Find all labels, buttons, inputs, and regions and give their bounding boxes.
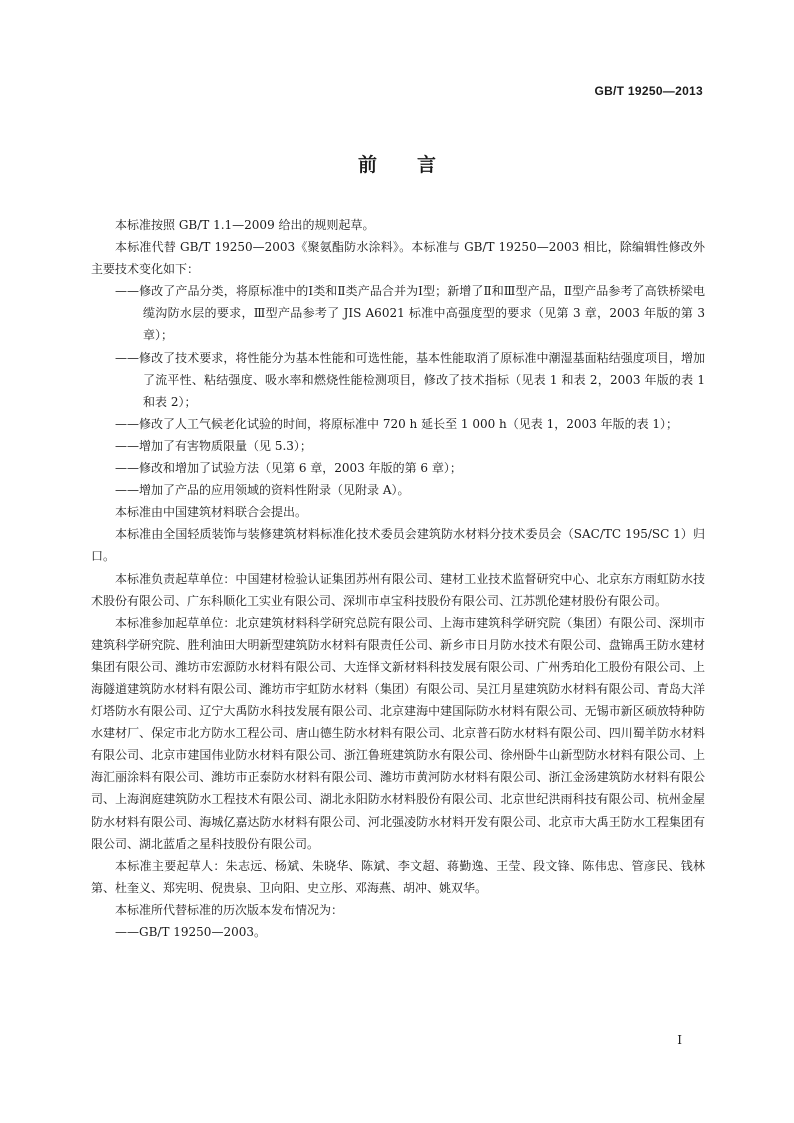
paragraph-proposer: 本标准由中国建筑材料联合会提出。 bbox=[115, 505, 308, 520]
page-title: 前言 bbox=[357, 154, 476, 176]
paragraph-main-authors: 本标准主要起草人：朱志远、杨斌、朱晓华、陈斌、李文超、蒋勤逸、王莹、段文锋、陈伟忠、管彦民、钱林第、杜奎义、郑宪明、倪贵泉、卫向阳、史立彤、邓海燕、胡冲、姚双华。 bbox=[91, 858, 705, 895]
paragraph-participating-drafters: 本标准参加起草单位：北京建筑材料科学研究总院有限公司、上海市建筑科学研究院（集团）有限公司、深圳市建筑科学研究院、胜利油田大明新型建筑防水材料有限责任公司、新乡市日月防水技术有限公司、盘锦禹王防水建材集团有限公司、潍坊市宏源防水材料有限公司、大连怿文新材料科技发展有限公司、广州秀珀化工股份有限公司、上海隧道建筑防水材料有限公司、潍坊市宇虹防水材料（集团）有限公司、吴江月星建筑防水材料有限公司、青岛大洋灯塔防水有限公司、辽宁大禹防水科技发展有限公司、北京建海中建国际防水材料有限公司、无锡市新区硕放特种防水建材厂、保定市北方防水工程公司、唐山德生防水材料有限公司、北京普石防水材料有限公司、四川蜀羊防水材料有限公司、北京市建国伟业防水材料有限公司、浙江鲁班建筑防水有限公司、徐州卧牛山新型防水材料有限公司、上海汇丽涂料有限公司、潍坊市正泰防水材料有限公司、潍坊市黄河防水材料有限公司、浙江金汤建筑防水材料有限公司、上海润庭建筑防水工程技术有限公司、湖北永阳防水材料股份有限公司、北京世纪洪雨科技有限公司、杭州金屋防水材料有限公司、海城亿嘉达防水材料有限公司、河北强凌防水材料开发有限公司、北京市大禹王防水工程集团有限公司、湖北蓝盾之星科技股份有限公司。 bbox=[91, 615, 705, 851]
paragraph-lead-drafters: 本标准负责起草单位：中国建材检验认证集团苏州有限公司、建材工业技术监督研究中心、北京东方雨虹防水技术股份有限公司、广东科顺化工实业有限公司、深圳市卓宝科技股份有限公司、江苏凯伦建材股份有限公司。 bbox=[91, 571, 705, 608]
document-body bbox=[91, 214, 705, 943]
change-item: ——修改和增加了试验方法（见第 6 章，2003 年版的第 6 章）； bbox=[115, 461, 462, 476]
paragraph-replacement: 本标准代替 GB/T 19250—2003《聚氨酯防水涂料》。本标准与 GB/T 19250—2003 相比，除编辑性修改外主要技术变化如下： bbox=[91, 240, 705, 277]
change-item: ——增加了有害物质限量（见 5.3）； bbox=[115, 438, 312, 453]
change-item: ——修改了技术要求，将性能分为基本性能和可选性能，基本性能取消了原标准中潮湿基面粘结强度项目，增加了流平性、粘结强度、吸水率和燃烧性能检测项目，修改了技术指标（见表 1 和表 2，2003 年版的表 1 和表 2）； bbox=[115, 350, 705, 409]
history-item: ——GB/T 19250—2003。 bbox=[115, 925, 266, 939]
paragraph-drafting-rules: 本标准按照 GB/T 1.1—2009 给出的规则起草。 bbox=[115, 218, 375, 232]
change-item: ——增加了产品的应用领域的资料性附录（见附录 A）。 bbox=[115, 483, 410, 498]
page-number: Ⅰ bbox=[677, 1033, 682, 1047]
change-item: ——修改了产品分类，将原标准中的Ⅰ类和Ⅱ类产品合并为Ⅰ型；新增了Ⅱ和Ⅲ型产品，Ⅱ型产品参考了高铁桥梁电缆沟防水层的要求，Ⅲ型产品参考了 JIS A6021 标准中高强度型的要求（见第 3 章，2003 年版的第 3 章）； bbox=[115, 284, 705, 343]
standard-code: GB/T 19250—2013 bbox=[594, 84, 703, 98]
paragraph-committee: 本标准由全国轻质装饰与装修建筑材料标准化技术委员会建筑防水材料分技术委员会（SAC/TC 195/SC 1）归口。 bbox=[91, 527, 705, 564]
change-item: ——修改了人工气候老化试验的时间，将原标准中 720 h 延长至 1 000 h（见表 1，2003 年版的表 1）； bbox=[115, 416, 679, 431]
paragraph-history-intro: 本标准所代替标准的历次版本发布情况为： bbox=[115, 902, 344, 917]
